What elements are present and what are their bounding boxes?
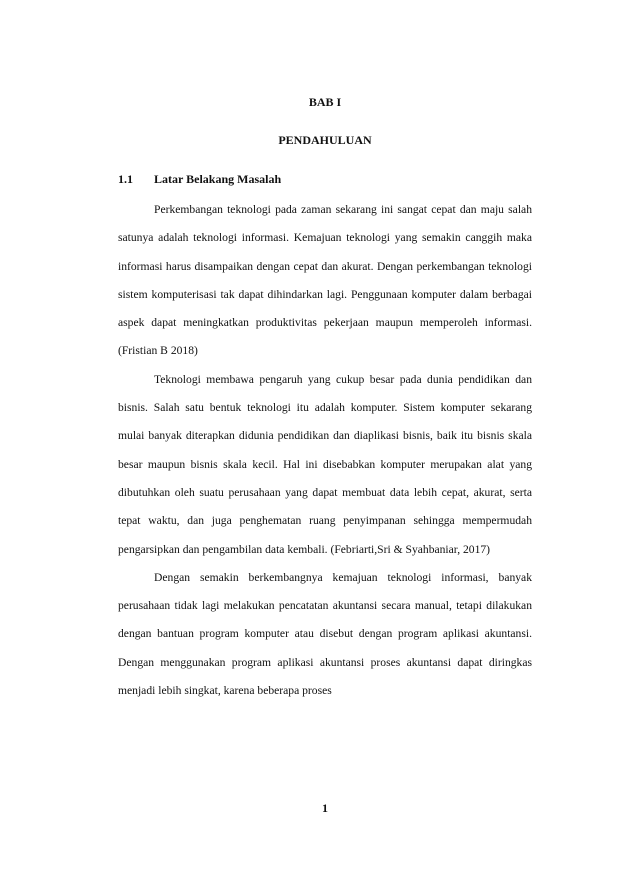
page-number: 1 [322,801,328,815]
paragraph-1: Perkembangan teknologi pada zaman sekarang ini sangat cepat dan maju salah satunya adalah teknologi informasi. Kemajuan teknologi yang semakin canggih maka informasi harus disampaikan dengan cepat dan akurat. Dengan perkembangan teknologi sistem komputerisasi tak dapat dihindarkan lagi. Penggunaan komputer dalam berbagai aspek dapat meningkatkan produktivitas pekerjaan maupun memperoleh informasi. (Fristian B 2018) [118,203,532,358]
section-number: 1.1 [118,172,133,186]
paragraph-3: Dengan semakin berkembangnya kemajuan teknologi informasi, banyak perusahaan tidak lagi melakukan pencatatan akuntansi secara manual, tetapi dilakukan dengan bantuan program komputer atau disebut dengan program aplikasi akuntansi. Dengan menggunakan program aplikasi akuntansi proses akuntansi dapat diringkas menjadi lebih singkat, karena beberapa proses [118,570,532,698]
chapter-label: BAB I [308,95,342,109]
paragraph-2: Teknologi membawa pengaruh yang cukup besar pada dunia pendidikan dan bisnis. Salah satu bentuk teknologi itu adalah komputer. Sistem komputer sekarang mulai banyak diterapkan didunia pendidikan dan diaplikasi bisnis, baik itu bisnis skala besar maupun bisnis skala kecil. Hal ini disebabkan komputer merupakan alat yang dibutuhkan oleh suatu perusahaan yang dapat membuat data lebih cepat, akurat, serta tepat waktu, dan juga penghematan ruang penyimpanan sehingga mempermudah pengarsipkan dan pengambilan data kembali. (Febriarti,Sri & Syahbaniar, 2017) [118,372,532,556]
section-heading [118,172,532,187]
section-title: Latar Belakang Masalah [154,172,282,186]
body-text [118,196,532,705]
chapter-title: PENDAHULUAN [278,133,372,147]
